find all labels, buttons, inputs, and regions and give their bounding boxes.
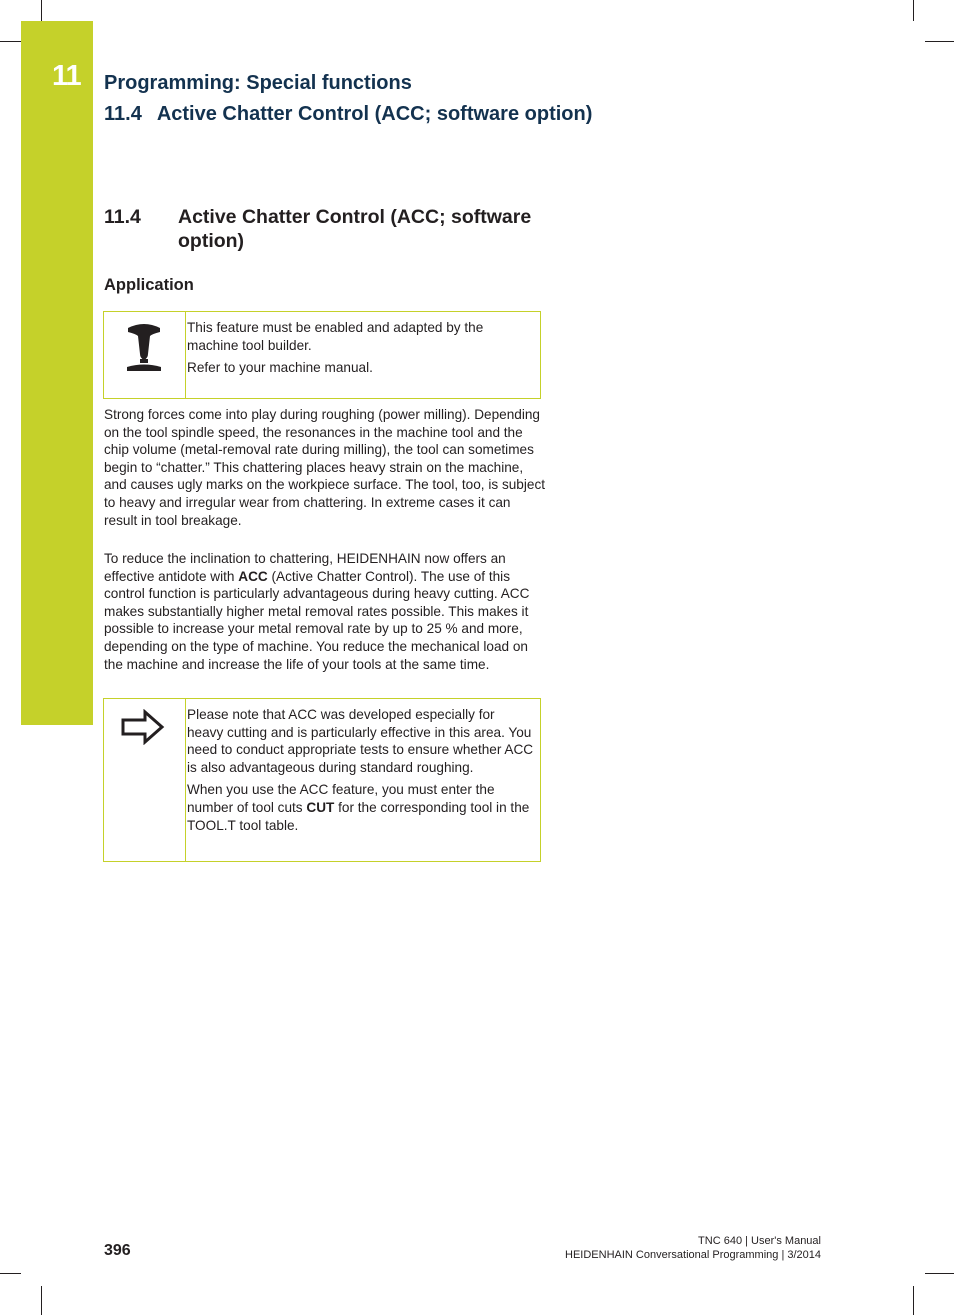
running-section-header	[104, 103, 592, 126]
note-text: This feature must be enabled and adapted by the machine tool builder.	[187, 320, 484, 353]
body-paragraph	[104, 550, 546, 673]
running-section-title: Active Chatter Control (ACC; software option)	[156, 103, 593, 125]
cut-keyword: CUT	[306, 799, 335, 815]
subheading-application: Application	[104, 276, 194, 294]
crop-mark	[41, 1286, 42, 1315]
crop-mark	[925, 1273, 954, 1274]
machine-tool-icon	[124, 322, 164, 379]
crop-mark	[0, 41, 21, 42]
footer-info	[565, 1234, 821, 1262]
section-heading	[104, 205, 554, 253]
chapter-number: 11	[52, 60, 81, 92]
note-divider	[185, 312, 186, 398]
paragraph-text: To reduce the inclination to chattering, HEIDENHAIN now offers an effective antidote with	[104, 551, 506, 584]
note-text	[187, 781, 534, 834]
note-text-part: for the corresponding tool in the TOOL.T tool table.	[187, 799, 530, 833]
note-divider	[185, 699, 186, 861]
section-title: Active Chatter Control (ACC; software option)	[178, 206, 532, 252]
note-content	[187, 319, 534, 382]
running-section-number: 11.4	[104, 103, 142, 125]
crop-mark	[913, 1286, 914, 1315]
note-text: Please note that ACC was developed especially for heavy cutting and is particularly effective in this area. You need to conduct appropriate tests to ensure whether ACC is also advantageous during standard roughing.	[187, 707, 534, 775]
body-paragraph: Strong forces come into play during roughing (power milling). Depending on the tool spindle speed, the resonances in the machine tool and the chip volume (metal-removal rate during milling), the tool can sometimes begin to “chatter.” This chattering places heavy strain on the machine, and causes ugly marks on the workpiece surface. The tool, too, is subject to heavy and irregular wear from chattering. In extreme cases it can result in tool breakage.	[104, 407, 546, 528]
crop-mark	[913, 0, 914, 21]
note-text-part: When you use the ACC feature, you must enter the number of tool cuts	[187, 782, 495, 815]
note-text: Refer to your machine manual.	[187, 360, 373, 376]
chapter-title: Programming: Special functions	[104, 72, 412, 94]
footer-manual: TNC 640 | User's Manual	[698, 1235, 821, 1247]
footer-edition: HEIDENHAIN Conversational Programming | 3/2014	[565, 1249, 821, 1261]
chapter-sidebar	[21, 21, 93, 725]
info-note-box	[103, 698, 541, 862]
acc-keyword: ACC	[238, 568, 268, 584]
machine-note-box	[103, 311, 541, 399]
crop-mark	[41, 0, 42, 21]
arrow-right-icon	[120, 709, 166, 750]
crop-mark	[925, 41, 954, 42]
note-content	[187, 706, 534, 839]
page-number: 396	[104, 1242, 131, 1259]
paragraph-text: (Active Chatter Control). The use of this control function is particularly advantageous during heavy cutting. ACC makes substantially higher metal removal rates possible. This makes it possible to increase your metal removal rate by up to 25 % and more, depending on the type of machine. You reduce the mechanical load on the machine and increase the life of your tools at the same time.	[104, 568, 530, 672]
crop-mark	[0, 1273, 21, 1274]
section-number: 11.4	[104, 206, 141, 228]
